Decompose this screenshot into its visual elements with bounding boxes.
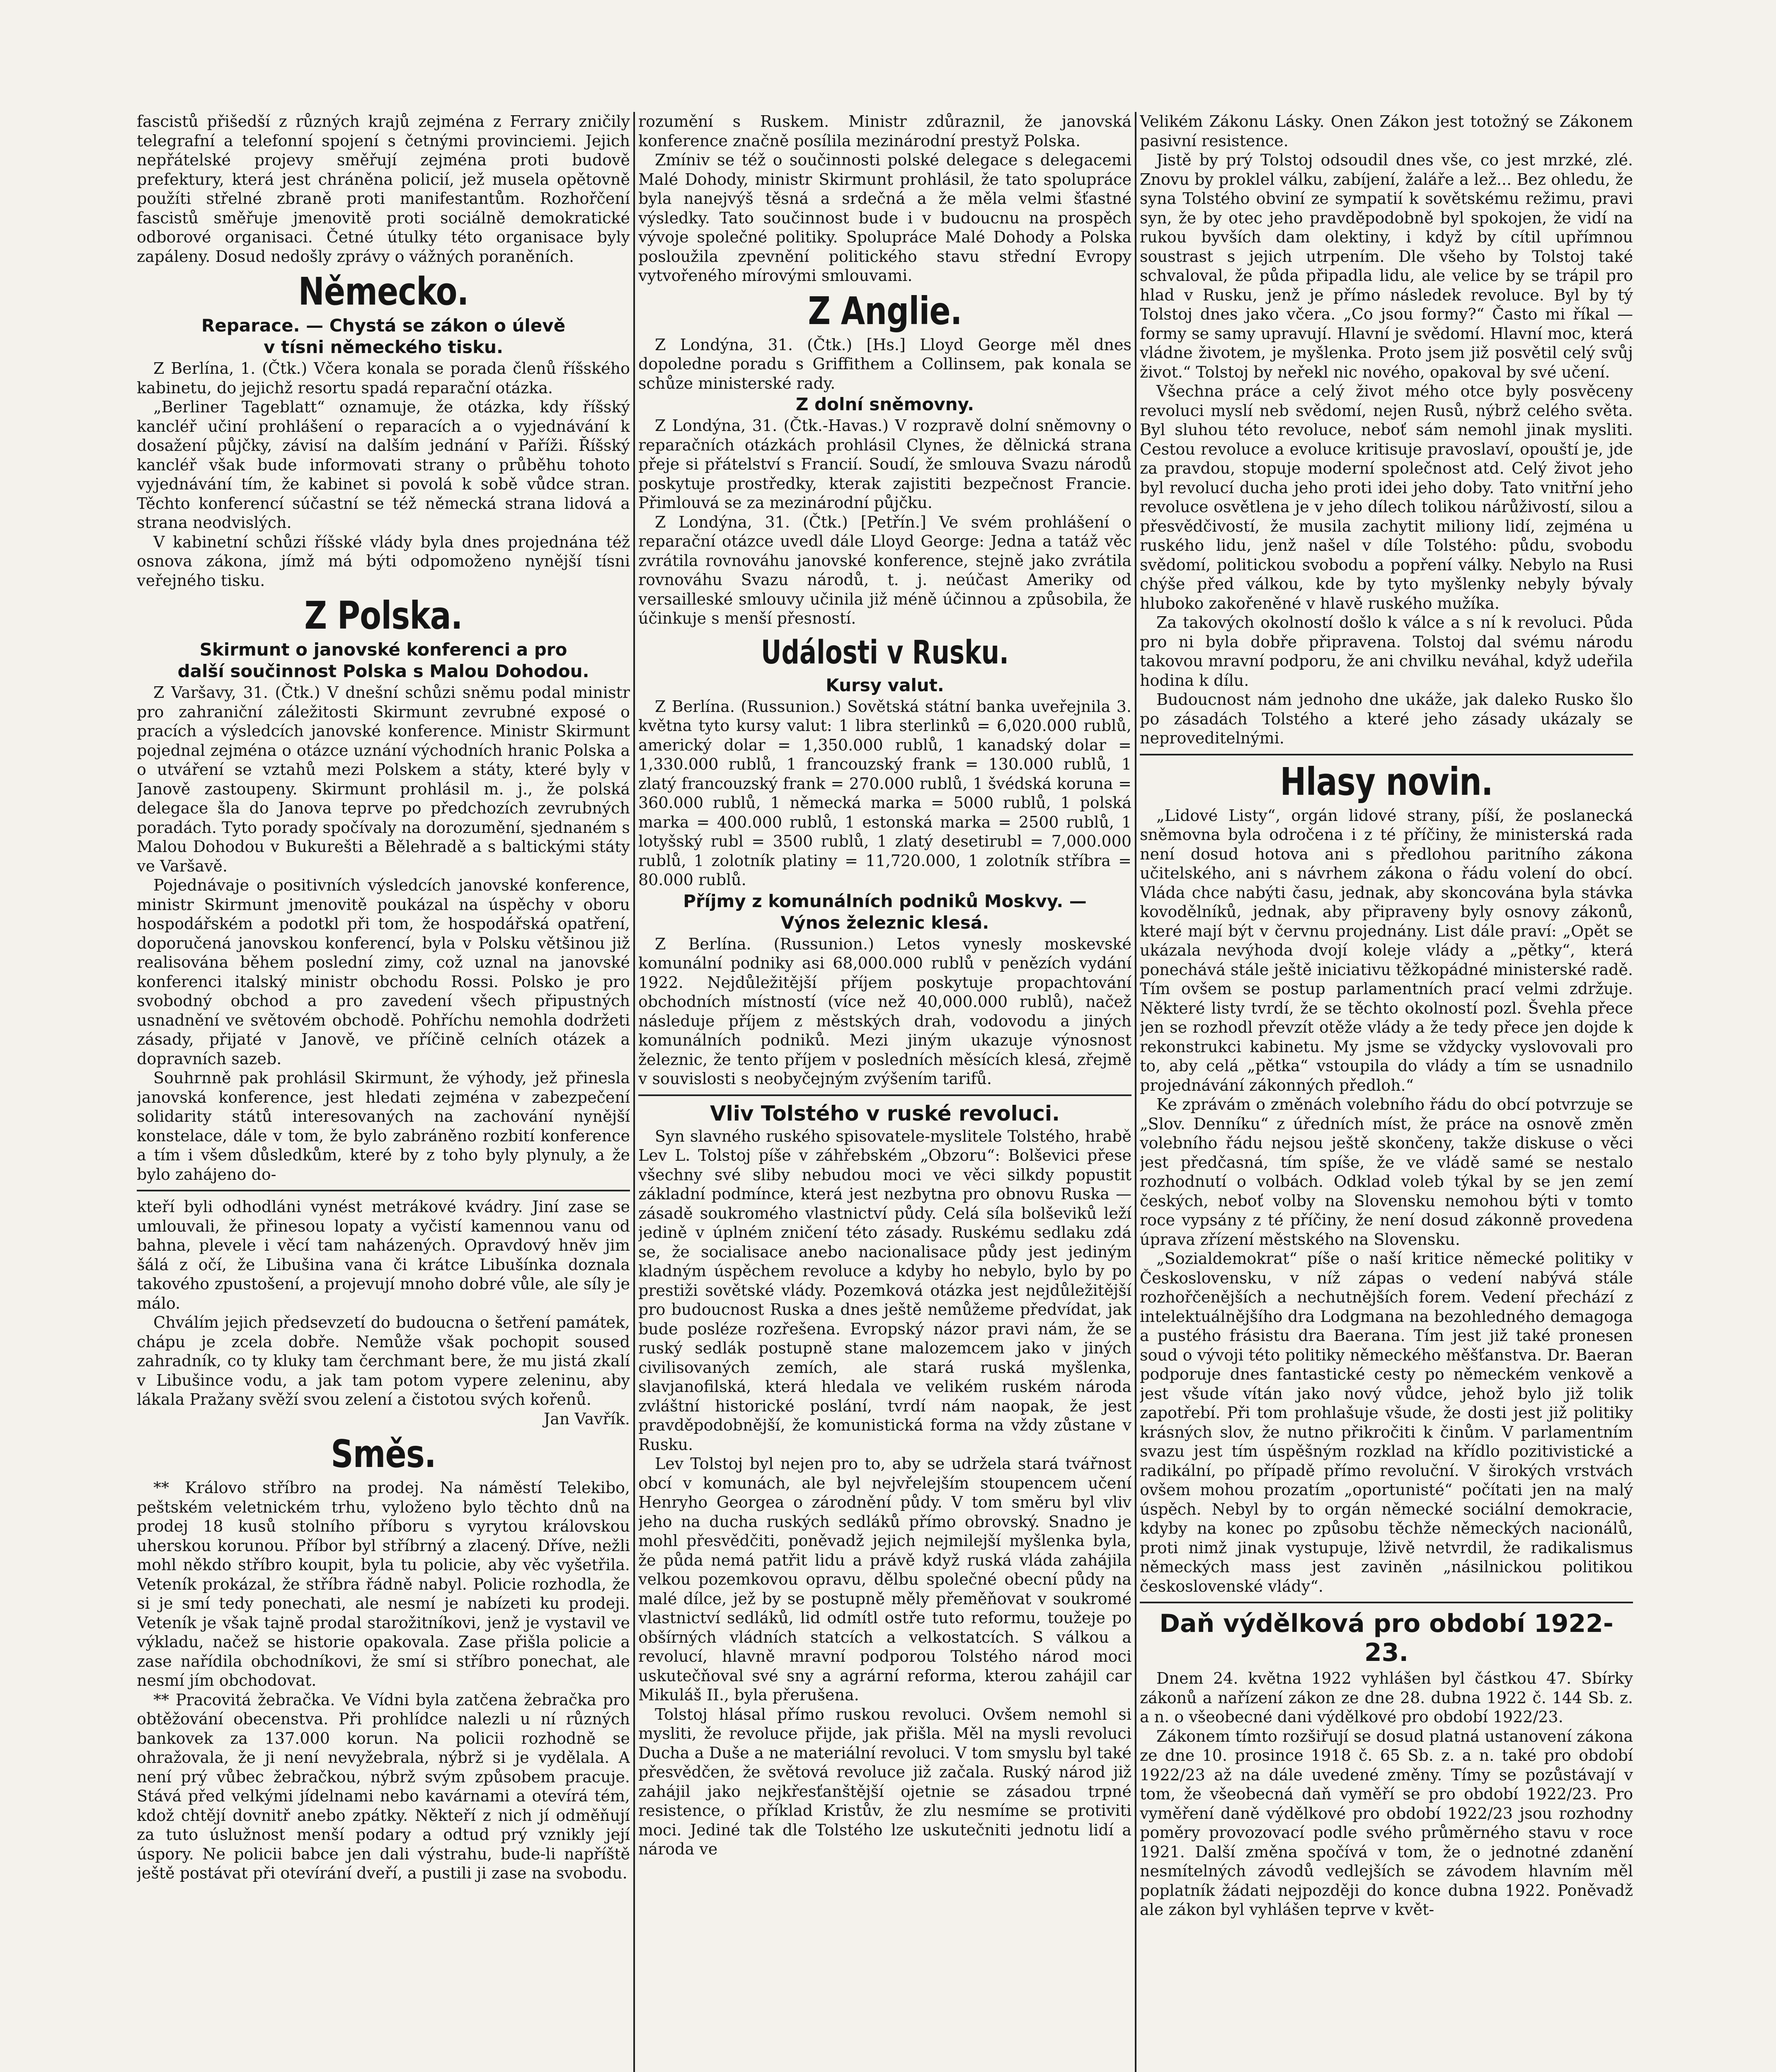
horizontal-rule — [638, 1094, 1132, 1096]
poland-paragraph-3: Souhrnně pak prohlásil Skirmunt, že výhody, jež přinesla janovská konference, jest hledati zejména v zabezpečení solidarity států interesovaných na zachování nynější konstelace, dále v tom, že bylo zabráněno rozbití konference a tím i všem důsledkům, které by z toho byly plynuly, a že bylo zahájeno do- — [137, 1069, 630, 1184]
tolstoy-paragraph-1: Syn slavného ruského spisovatele-myslitele Tolstého, hrabě Lev L. Tolstoj píše v záhřebském „Obzoru“: Bolševici přese všechny své sliby nebudou moci ve věci silkdy popustit základní podmínce, která jest nezbytna pro obnovu Ruska — zásadě soukromého vlastnictví půdy. Celá síla bolševiků leží jedině v úplném zničení této zásady. Ruskému sedlaku zdá se, že socialisace anebo nacionalisace půdy jest jediným kladným úspěchem revoluce a kdyby ho nebylo, bylo by po prestiži sovětské vlády. Pozemková otázka jest nejdůležitější pro budoucnost Ruska a dnes ještě nemůžeme předvídat, jak bude posléze rozřešena. Evropský názor pravi nám, že se ruský sedlák postupně stane malozemcem jako v jiných civilisovaných zemích, ale stará ruská myšlenka, slavjanofilská, která hledala ve velikém ruském národa zvláštní historické poslání, tvrdí nám naopak, že jest pravděpodobnější, že komunistická forma na vždy zůstane v Rusku. — [638, 1127, 1132, 1454]
russia-paragraph-2: Z Berlína. (Russunion.) Letos vynesly moskevské komunální podniky asi 68,000.000 rublů v penězích vydání 1922. Nejdůležitější příjem poskytuje propachtování obchodních místností (více než 40,000.000 rublů), načež následuje příjem z městských drah, vodovodu a jiných komunálních podniků. Mezi jiným ukazuje výnosnost železnic, že tento příjem v posledních měsících klesá, zřejmě v souvislosti s neobyčejným zvýšením tarifů. — [638, 934, 1132, 1088]
tolstoy-paragraph-3: Tolstoj hlásal přímo ruskou revoluci. Ovšem nemohl si mysliti, že revoluce přijde, jak přišla. Měl na mysli revoluci Ducha a Duše a ne materiální revoluci. V tom smyslu byl také přesvědčen, že světová revoluce již začala. Ruský národ již zahájil jako nejkřesťanštější ojetnie se zásadou trpné resistence, o příklad Kristův, že zlu nesmíme se protiviti moci. Jediné tak dle Tolstého lze uskutečniti jednotu lidí a národa ve — [638, 1705, 1132, 1858]
poland-paragraph-2: Pojednávaje o positivních výsledcích janovské konference, ministr Skirmunt jmenovitě poukázal na úspěchy v oboru hospodářském a podotkl při tom, že hospodářská opatření, doporučená janovskou konferencí, byla v Polsku většinou již realisována během poslední zimy, což uznal na janovské konferenci italský ministr obchodu Rossi. Polsko je pro svobodný obchod a pro zavedení všech připustných usnadnění ve světovém obchodě. Pohříchu nemohla dodržeti zásady, přijaté v Janově, ve příčině celních otázek a dopravních sazeb. — [137, 876, 630, 1068]
article-title-income-tax: Daň výdělková pro období 1922-23. — [1159, 1609, 1614, 1667]
tax-paragraph-2: Zákonem tímto rozšiřují se dosud platná ustanovení zákona ze dne 10. prosince 1918 č. 65 Sb. z. a n. také pro období 1922/23 až na dále uvedené změny. Tímy se pozůstávají v tom, že všeobecná daň vyměří se pro období 1922/23. Pro vyměření daně výdělkové pro období 1922/23 jsou rozhodny poměry provozovací podle svého průměrného stavu v roce 1921. Další změna spočívá v tom, že o jednotné zdanění nesmítelných závodů vedlejších se závodem hlavním měl poplatník žádati nejpozději do konce dubna 1922. Poněvadž ale zákon byl vyhlášen teprve v květ- — [1140, 1727, 1633, 1919]
article-title-poland-2: další součinnost Polska s Malou Dohodou. — [177, 661, 589, 681]
england-paragraph-2: Z Londýna, 31. (Čtk.-Havas.) V rozpravě dolní sněmovny o reparačních otázkách prohlásil Clynes, že dělnická strana přeje si přátelství s Francií. Soudí, že smlouva Svazu národů poskytuje prostředky, kterak zajistiti bezpečnost Francie. Přimlouvá se za mezinárodní půjčku. — [638, 416, 1132, 512]
tolstoy-continued-paragraph: Velikém Zákonu Lásky. Onen Zákon jest totožný se Zákonem pasivní resistence. — [1140, 112, 1633, 150]
article-title-poland-1: Skirmunt o janovské konferenci a pro — [199, 639, 567, 660]
tolstoy-paragraph-6: Za takových okolností došlo k válce a s ní k revoluci. Půda pro ni byla dobře připravena. Tolstoj dal svému národu takovou mravní podporu, že ani chvilku neváhal, když udeřila hodina k dílu. — [1140, 613, 1633, 690]
column-3 — [1140, 112, 1633, 2072]
misc-paragraph-1: ** Královo stříbro na prodej. Na náměstí Telekibo, peštském veletnickém trhu, vyloženo bylo těchto dnů na prodej 18 kusů stolního příboru s vyrytou královskou uherskou korunou. Příbor byl stříbrný a zlacený. Dříve, nežli mohl někdo stříbro koupit, byla tu policie, aby věc vyšetřila. Veteník prokázal, že stříbra řádně nabyl. Policie rozhodla, že si je smí tedy ponechati, ale nesmí je nabízeti ku prodeji. Veteník je však tajně prodal starožitníkovi, jenž je vystavil ve výkladu, načež se historie opakovala. Zase přišla policie a zase nařídila obchodníkovi, že smí si stříbro ponechat, ale nesmí jím obchodovat. — [137, 1479, 630, 1690]
england-paragraph-1: Z Londýna, 31. (Čtk.) [Hs.] Lloyd George měl dnes dopoledne poradu s Griffithem a Collinsem, pak konala se schůze ministerské rady. — [638, 335, 1132, 392]
section-heading-germany: Německo. — [298, 269, 469, 314]
england-paragraph-3: Z Londýna, 31. (Čtk.) [Petřín.] Ve svém prohlášení o reparační otázce uvedl dále Lloyd George: Jedna a tatáž věc zvrátila rovnováhu janovské konference, stejně jako zvrátila rovnováhu Svazu národů, t. j. neúčast Ameriky od versailleské smlouvy učinila již méně účinnou a způsobila, že účinkuje s menší přesností. — [638, 513, 1132, 627]
germany-paragraph-1: Z Berlína, 1. (Čtk.) Včera konala se porada členů říšského kabinetu, do jejichž resortu spadá reparační otázka. — [137, 359, 630, 397]
column-1 — [137, 112, 630, 2072]
section-heading-press: Hlasy novin. — [1280, 759, 1493, 804]
germany-paragraph-2: „Berliner Tageblatt“ oznamuje, že otázka, kdy říšský kancléř učiní prohlášení o reparacích a o vyjednávání k dosažení půjčky, závisí na dalším jednání v Paříži. Říšský kancléř však bude informovati strany o průběhu tohoto vyjednávání tím, že kabinet si povolá k sobě vůdce stran. Těchto konferencí súčastní se též německá strana lidová a strana neodvislých. — [137, 398, 630, 532]
libuse-paragraph-1: kteří byli odhodláni vynést metrákové kvádry. Jiní zase se umlouvali, že přinesou lopaty a vyčistí kamennou vanu od bahna, plevele i věcí tam naházených. Opravdový hněv jim šálá z očí, že Libušina vana či krátce Libušínka doznala takového zpustošení, a projevují mnoho dobré vůle, ale síly je málo. — [137, 1198, 630, 1312]
horizontal-rule — [1140, 754, 1633, 755]
tolstoy-paragraph-7: Budoucnost nám jednoho dne ukáže, jak daleko Rusko šlo po zásadách Tolstého a které jeho zásady ukázaly se neproveditelnými. — [1140, 690, 1633, 747]
libuse-paragraph-2: Chválím jejich předsevzetí do budoucna o šetření památek, chápu je zcela dobře. Nemůže však pochopit soused zahradník, co ty kluky tam čerchmant bere, že mu jistá zkalí v Libušince vodu, a jak tam potom vypere zeleninu, aby lákala Pražany svěží svou zelení a čistotou svých kořenů. — [137, 1313, 630, 1409]
little-entente-paragraph: Zmíniv se též o součinnosti polské delegace s delegacemi Malé Dohody, ministr Skirmunt prohlásil, že tato spolupráce byla nanejvýš těsná a srdečná a že měla velmi šťastné výsledky. Tato součinnost bude i v budoucnu na prospěch vývoje společné politiky. Spolupráce Malé Dohody a Polska posloužila zpevnění politického stavu střední Evropy vytvořeného mírovými smlouvami. — [638, 151, 1132, 285]
article-title-exchange-rates: Kursy valut. — [826, 675, 944, 695]
horizontal-rule — [1140, 1602, 1633, 1603]
column-divider-1 — [633, 112, 635, 2072]
press-paragraph-3: „Sozialdemokrat“ píše o naší kritice německé politiky v Československu, v níž zápas o vedení nabývá stále rozhořčenějších a nechutnějších forem. Vedení přechází z intelektuálnějšího dra Lodgmana na bezohledného demagoga a pustého frásistu dra Baerana. Tím jest již také pronesen soud o vývoji této politiky německého měšťanstva. Dr. Baeran podporuje dnes fantastické cesty po německém venkově a jest všude vítán jako nový vůdce, jehož bylo již tolik zapotřebí. Při tom prohlašuje všude, že dosti jest již politiky krásných slov, že nutno přikročiti k činům. V parlamentním svazu jest tím úspěšným rozklad na křídlo pozitivistické a radikální, po případě přímo revoluční. V širokých vrstvách ovšem mohou prozatím „oportunisté“ počítati jen na malý úspěch. Nebyl by to orgán německé sociální demokracie, kdyby na konec po způsobu těchže německých nacionálů, proti nimž jinak vystupuje, lživě netvrdil, že radikalismus německých mass jest zaviněn „násilnickou politikou československé vlády“. — [1140, 1249, 1633, 1595]
column-2 — [638, 112, 1132, 2072]
article-title-germany-1: Reparace. — Chystá se zákon o úlevě — [201, 315, 566, 336]
author-signature: Jan Vavřík. — [544, 1409, 630, 1428]
article-title-moscow-income-1: Příjmy z komunálních podniků Moskvy. — — [683, 891, 1087, 911]
poland-continued-paragraph: rozumění s Ruskem. Ministr zdůraznil, že janovská konference značně posílila mezinárodní prestyž Polska. — [638, 112, 1132, 150]
section-heading-russia: Události v Rusku. — [761, 634, 1009, 671]
article-title-moscow-income-2: Výnos železnic klesá. — [780, 912, 989, 933]
misc-paragraph-2: ** Pracovitá žebračka. Ve Vídni byla zatčena žebračka pro obtěžování obecenstva. Při prohlídce nalezli u ní různých bankovek za 137.000 korun. Na policii rozhodně se ohražovala, že ji není nevyžebrala, nýbrž si je vydělala. A není prý vůbec žebračkou, nýbrž svým způsobem pracuje. Stává před velkými jídelnami nebo kavárnami a otevírá tém, kdož chtějí dovnitř anebo zpátky. Někteří z nich jí odměňují za tuto úslužnost menší podary a odtud prý vznikly její úspory. Ne policii babce jen dali výstrahu, bude-li napříště ještě postávat při otevírání dveří, a pustili ji zase na svobodu. — [137, 1690, 630, 1882]
russia-paragraph-1: Z Berlína. (Russunion.) Sovětská státní banka uveřejnila 3. května tyto kursy valut: 1 libra sterlinků = 6,020.000 rublů, americký dolar = 1,350.000 rublů, 1 kanadský dolar = 1,330.000 rublů, 1 francouzský frank = 130.000 rublů, 1 zlatý francouzský frank = 270.000 rublů, 1 švédská koruna = 360.000 rublů, 1 německá marka = 5000 rublů, 1 polská marka = 400.000 rublů, 1 estonská marka = 2500 rublů, 1 lotyšský rubl = 3500 rublů, 1 zlatý desetirubl = 7,000.000 rublů, 1 zolotník platiny = 11,720.000, 1 zolotník stříbra = 80.000 rublů. — [638, 697, 1132, 889]
section-heading-misc: Směs. — [331, 1432, 436, 1476]
article-title-tolstoy: Vliv Tolstého v ruské revoluci. — [710, 1101, 1060, 1126]
section-heading-poland: Z Polska. — [304, 593, 463, 638]
column-divider-2 — [1135, 112, 1136, 2072]
germany-paragraph-3: V kabinetní schůzi říšské vlády byla dnes projednána též osnova zákona, jímž má býti odpomoženo nynější tísni veřejného tisku. — [137, 533, 630, 590]
fascist-paragraph: fascistů přišedší z různých krajů zejména z Ferrary zničily telegrafní a telefonní spojení s četnými provinciemi. Jejich nepřátelské projevy směřují zejména proti budově prefektury, která jest chráněna policií, jež musela opětovně použíti střelné zbraně proti manifestantům. Rozhořčení fascistů směřuje jmenovitě proti sociálně demokratické odborové organisaci. Četné útulky této organisace byly zapáleny. Dosud nedošly zprávy o vážných poraněních. — [137, 112, 630, 266]
horizontal-rule — [137, 1190, 630, 1191]
poland-paragraph-1: Z Varšavy, 31. (Čtk.) V dnešní schůzi sněmu podal ministr pro zahraniční záležitosti Skirmunt zevrubné exposé o pracích a výsledcích janovské konference. Ministr Skirmunt pojednal zejména o otázce uznání východních hranic Polska a o utváření se vztahů mezi Polskem a státy, které byly v Janově zastoupeny. Skirmunt prohlásil m. j., že polská delegace šla do Janova teprve po předchozích zevrubných poradách. Tyto porady spočívaly na dorozumění, sjednaném s Malou Dohodou v Bukurešti a Bělehradě a s baltickými státy ve Varšavě. — [137, 683, 630, 875]
article-title-germany-2: v tísni německého tisku. — [264, 337, 503, 357]
tolstoy-paragraph-5: Všechna práce a celý život mého otce byly posvěceny revoluci myslí neb svědomí, nejen Rusů, nýbrž celého světa. Byl sluhou této revoluce, neboť sám nemohl jinak mysliti. Cestou revoluce a evoluce kritisuje pravoslaví, opouští je, jde za pravdou, stopuje moderní společnost atd. Celý život jeho byl revolucí ducha jeho proti idei jeho doby. Tato vnitřní jeho revoluce osvětlena je v jeho dílech tolikou nárůživostí, silou a přesvědčivostí, že musila zachytit miliony lidí, zejména u ruského lidu, jenž našel v díle Tolstého: půdu, svobodu svědomí, politickou svobodu a popření války. Nebylo na Rusi chýše před válkou, kde by tyto myšlenky nebyly bývaly hluboko zakořeněné v hlavě ruského mužíka. — [1140, 382, 1633, 612]
tax-paragraph-1: Dnem 24. května 1922 vyhlášen byl částkou 47. Sbírky zákonů a nařízení zákon ze dne 28. dubna 1922 č. 144 Sb. z. a n. o všeobecné dani výdělkové pro období 1922/23. — [1140, 1669, 1633, 1726]
press-paragraph-2: Ke zprávám o změnách volebního řádu do obcí potvrzuje se „Slov. Denníku“ z úředních míst, že práce na osnově změn volebního řádu nejsou ještě skončeny, takže diskuse o věci jest předčasná, tím spíše, že ve vládě samé se nestalo rozhodnutí o volbách. Odklad voleb týkal by se jen zemí českých, neboť volby na Slovensku nemohou býti v tomto roce vypsány z té příčiny, že není dosud zákonně provedena úprava zřízení městského na Slovensku. — [1140, 1095, 1633, 1249]
article-title-commons: Z dolní sněmovny. — [795, 394, 974, 414]
press-paragraph-1: „Lidové Listy“, orgán lidové strany, píší, že poslanecká sněmovna byla odročena i z té příčiny, že ministerská rada není dosud hotova ani s předlohou paritního zákona učitelského, ani s návrhem zákona o řádu volení do obcí. Vláda chce nabýti času, jednak, aby skoncována byla stávka kovodělníků, jednak, aby připraveny byly osnovy zákonů, které mají být v červnu projednány. List dále praví: „Opět se ukázala nevýhoda dvojí koleje vlády a „pětky“, která ponechává stále ještě iniciativu těžkopádné ministerské radě. Tím ovšem se postup parlamentních prací velmi zdržuje. Některé listy tvrdí, že se těchto okolností pozl. Švehla přece jen se rozhodl převzít otěže vlády a že tedy přece jen dojde k rekonstrukci kabinetu. My jsme se vždycky vyslovovali pro to, aby celá „pětka“ vstoupila do vlády a tím se usnadnilo projednávání zákonných předloh.“ — [1140, 806, 1633, 1094]
section-heading-england: Z Anglie. — [808, 288, 962, 333]
tolstoy-paragraph-2: Lev Tolstoj byl nejen pro to, aby se udržela stará tvářnost obcí v komunách, ale byl nejvřelejším stoupencem učení Henryho Georgea o zárodnění půdy. V tom směru byl vliv jeho na ducha ruských sedláků přímo obrovský. Snadno je mohl přesvědčiti, poněvadž jejich nejmilejší myšlenka byla, že půda nemá patřit lidu a právě když ruská vláda zahájila velkou pozemkovou opravu, dělbu společné obecní půdy na malé dílce, jež by se postupně měly přeměňovat v soukromé vlastnictví sedláků, lid odmítl ostře tuto reformu, toužeje po obšírných vládních statcích a velkostatcích. S válkou a revolucí, hlavně mravní podporou Tolstého národ moci uskutečňoval své sny a agrární reforma, kterou zahájil car Mikuláš II., byla přerušena. — [638, 1455, 1132, 1704]
tolstoy-paragraph-4: Jistě by prý Tolstoj odsoudil dnes vše, co jest mrzké, zlé. Znovu by proklel válku, zabíjení, žaláře a lež... Bez ohledu, že syna Tolstého obviní ze sympatií k sovětskému režimu, pravi syn, že by otec jeho pravděpodobně byl spokojen, že vidí na rukou byvších dam olektiny, i když by cítil upřímnou soustrast s jejich utrpením. Dle všeho by Tolstoj také schvaloval, že půda připadla lidu, ale velice by se trápil pro hlad v Rusku, jenž je přímo následek revoluce. Byl by tý Tolstoj dnes jako včera. „Co jsou formy?“ Často mi říkal — formy se samy upravují. Hlavní je svědomí. Hlavní moc, která vládne životem, je myšlenka. Proto jsem již posvětil celý svůj život.“ Tolstoj by neřekl nic nového, opakoval by své učení. — [1140, 151, 1633, 381]
